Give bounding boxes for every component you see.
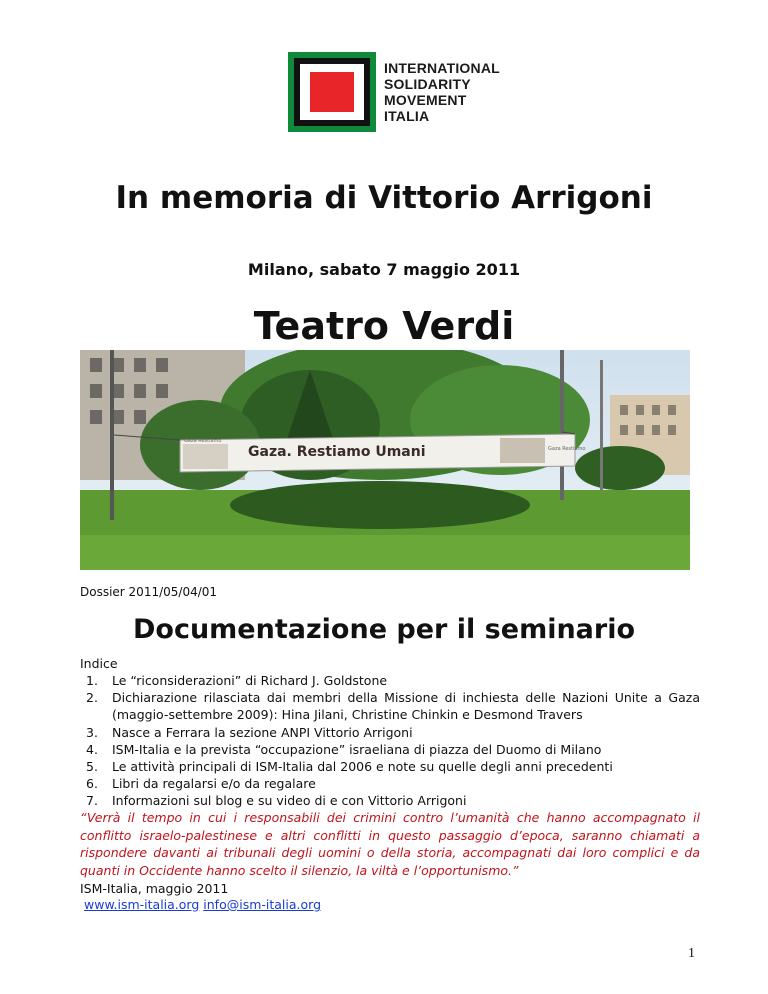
- website-link[interactable]: www.ism-italia.org: [84, 897, 200, 912]
- toc-item: [80, 741, 700, 758]
- logo-line: SOLIDARITY: [384, 76, 471, 92]
- toc-item: [80, 775, 700, 792]
- toc-text: Informazioni sul blog e su video di e con Vittorio Arrigoni: [112, 793, 467, 809]
- logo-mark-icon: [288, 52, 376, 132]
- toc-number: 5.: [86, 759, 98, 775]
- dossier-id: Dossier 2011/05/04/01: [80, 585, 218, 599]
- banner-small-text: Gaza Restiamo: [184, 438, 222, 444]
- toc-text: Le attività principali di ISM-Italia dal 2006 e note su quelle degli anni precedenti: [112, 759, 613, 775]
- section-title: Documentazione per il seminario: [132, 614, 636, 645]
- toc-number: 4.: [86, 741, 98, 757]
- toc-item: [80, 689, 700, 723]
- toc-item: [80, 724, 700, 741]
- toc-text: Libri da regalarsi e/o da regalare: [112, 776, 316, 792]
- email-link[interactable]: info@ism-italia.org: [203, 897, 322, 912]
- logo-text: [384, 60, 504, 124]
- ism-logo: [288, 52, 504, 132]
- logo-line: INTERNATIONAL: [384, 60, 500, 76]
- logo-line: ITALIA: [384, 108, 430, 124]
- toc-text: Le “riconsiderazioni” di Richard J. Goldstone: [112, 673, 388, 688]
- toc-item: [80, 758, 700, 775]
- venue-title: Teatro Verdi: [253, 304, 515, 348]
- banner-small-text: Gaza Restiamo: [548, 446, 586, 452]
- logo-line: MOVEMENT: [384, 92, 467, 108]
- table-of-contents: [80, 672, 700, 810]
- toc-text: ISM-Italia e la prevista “occupazione” israeliana di piazza del Duomo di Milano: [112, 741, 602, 757]
- event-date: Milano, sabato 7 maggio 2011: [247, 260, 521, 279]
- toc-number: 3.: [86, 724, 98, 740]
- signature: ISM-Italia, maggio 2011: [80, 881, 229, 896]
- contact-links: [84, 897, 321, 912]
- toc-number: 6.: [86, 776, 98, 792]
- toc-number: 1.: [86, 673, 98, 688]
- toc-text: Dichiarazione rilasciata dai membri della Missione di inchiesta delle Nazioni Unite a Gaza (maggio-settembre 2009): Hina Jilani, Christine Chinkin e Desmond Travers: [112, 690, 700, 723]
- park-banner-photo: [80, 350, 690, 570]
- page-title: In memoria di Vittorio Arrigoni: [115, 180, 653, 216]
- page-number: 1: [688, 946, 695, 961]
- banner-text: Gaza. Restiamo Umani: [248, 444, 426, 460]
- quote-paragraph: “Verrà il tempo in cui i responsabili dei crimini contro l’umanità che hanno accompagnato il conflitto israelo-palestinese e altri conflitti in questo passaggio d’epoca, saranno chiamati a rispondere davanti ai tribunali degli uomini o della storia, accompagnati dai loro complici e da quanti in Occidente hanno scelto il silenzio, la viltà e l’opportunismo.”: [80, 810, 700, 878]
- index-label: Indice: [80, 656, 118, 671]
- toc-text: Nasce a Ferrara la sezione ANPI Vittorio Arrigoni: [112, 724, 413, 740]
- toc-item: [80, 672, 700, 689]
- toc-number: 2.: [86, 690, 98, 706]
- toc-number: 7.: [86, 793, 98, 809]
- toc-item: [80, 792, 700, 809]
